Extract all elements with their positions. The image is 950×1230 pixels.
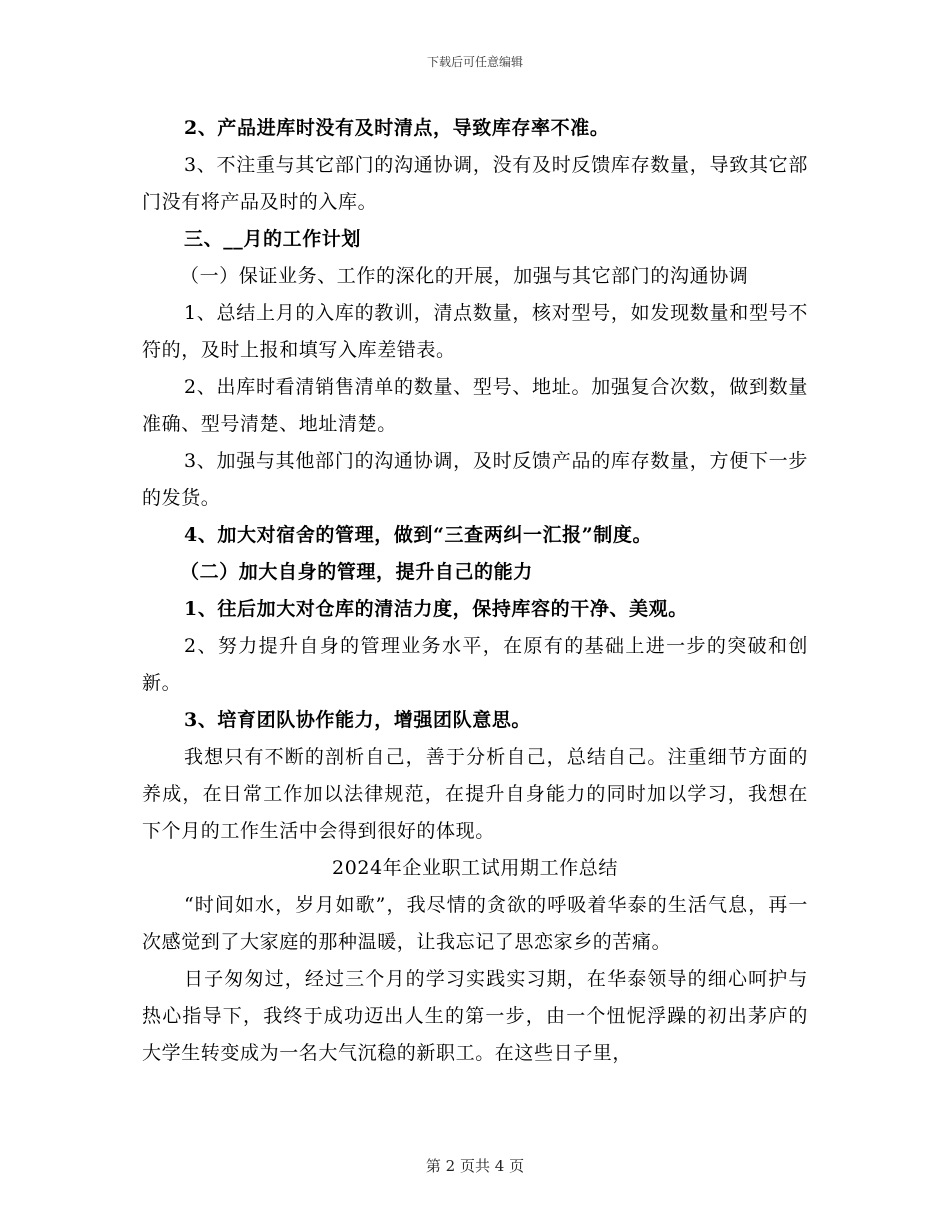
self-item-2: 2、努力提升自身的管理业务水平，在原有的基础上进一步的突破和创新。 <box>142 635 808 694</box>
document-title: 2024年企业职工试用期工作总结 <box>332 857 618 879</box>
page-footer: 第 2 页共 4 页 <box>425 1157 525 1175</box>
plan-item-3: 3、加强与其他部门的沟通协调，及时反馈产品的库存数量，方便下一步的发货。 <box>142 450 808 509</box>
paragraph-problem-3: 3、不注重与其它部门的沟通协调，没有及时反馈库存数量，导致其它部门没有将产品及时的入库。 <box>142 154 808 213</box>
plan-item-1: 1、总结上月的入库的教训，清点数量，核对型号，如发现数量和型号不符的，及时上报和填写入库差错表。 <box>142 302 808 361</box>
page-header: 下载后可任意编辑 <box>426 55 523 69</box>
document-body <box>142 110 808 1072</box>
summary-paragraph-1: “时间如水，岁月如歌”，我尽情的贪欲的呼吸着华泰的生活气息，再一次感觉到了大家庭的那种温暖，让我忘记了思恋家乡的苦痛。 <box>142 894 808 953</box>
plan-item-2: 2、出库时看清销售清单的数量、型号、地址。加强复合次数，做到数量准确、型号清楚、地址清楚。 <box>142 376 808 435</box>
plan-item-4: 4、加大对宿舍的管理，做到“三查两纠一汇报”制度。 <box>184 524 653 546</box>
closing-paragraph: 我想只有不断的剖析自己，善于分析自己，总结自己。注重细节方面的养成，在日常工作加以法律规范，在提升自身能力的同时加以学习，我想在下个月的工作生活中会得到很好的体现。 <box>142 746 808 842</box>
paragraph-problem-2: 2、产品进库时没有及时清点，导致库存率不准。 <box>184 117 610 139</box>
self-item-1: 1、往后加大对仓库的清洁力度，保持库容的干净、美观。 <box>184 598 688 620</box>
self-item-3: 3、培育团队协作能力，增强团队意思。 <box>184 709 532 731</box>
section-heading-work-plan: 三、__月的工作计划 <box>184 228 362 250</box>
subheading-two: （二）加大自身的管理，提升自己的能力 <box>180 561 533 583</box>
summary-paragraph-2: 日子匆匆过，经过三个月的学习实践实习期，在华泰领导的细心呵护与热心指导下，我终于成功迈出人生的第一步，由一个忸怩浮躁的初出茅庐的大学生转变成为一名大气沉稳的新职工。在这些日子里， <box>142 968 808 1064</box>
subheading-one: （一）保证业务、工作的深化的开展，加强与其它部门的沟通协调 <box>180 265 749 287</box>
